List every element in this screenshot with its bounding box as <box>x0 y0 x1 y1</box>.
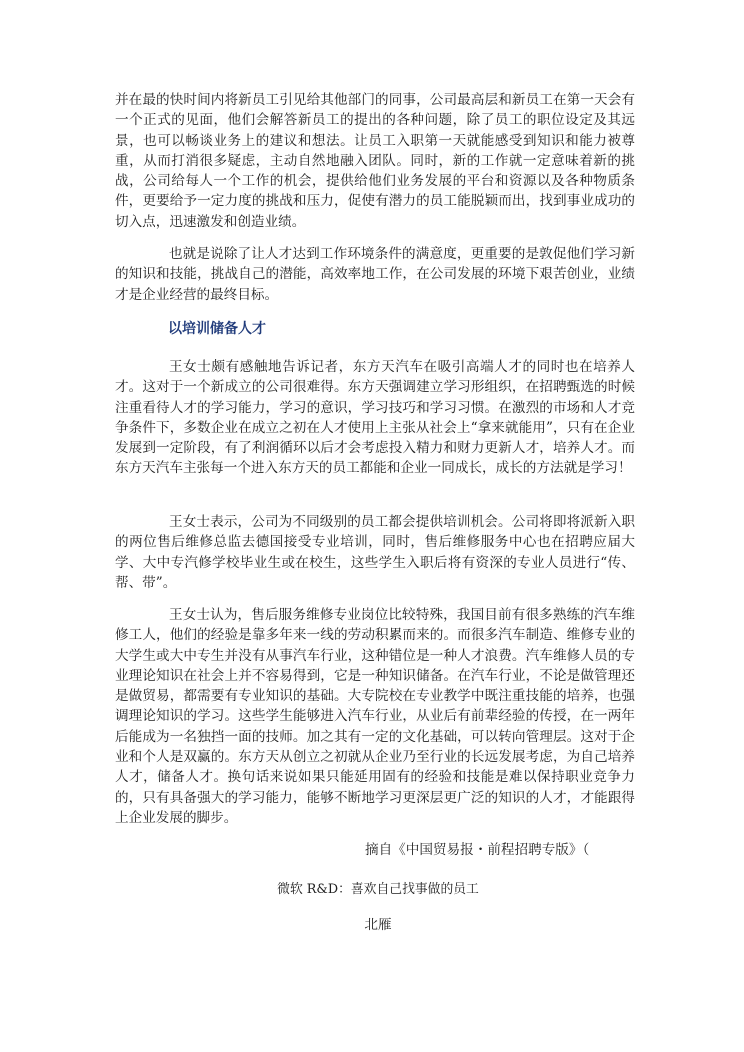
paragraph-2: 也就是说除了让人才达到工作环境条件的满意度，更重要的是敦促他们学习新的知识和技能，挑战自己的潜能，高效率地工作，在公司发展的环境下艰苦创业，业绩才是企业经营的最终目标。 <box>115 246 635 303</box>
paragraph-3: 王女士颇有感触地告诉记者，东方天汽车在吸引高端人才的同时也在培养人才。这对于一个新成立的公司很难得。东方天强调建立学习形组织，在招聘甄选的时候注重看待人才的学习能力，学习的意识，学习技巧和学习习惯。在激烈的市场和人才竞争条件下，多数企业在成立之初在人才使用上主张从社会上“拿来就能用”，只有在企业发展到一定阶段，有了利润循环以后才会考虑投入精力和财力更新人才，培养人才。而东方天汽车主张每一个进入东方天的员工都能和企业一同成长，成长的方法就是学习！ <box>115 359 635 477</box>
paragraph-5: 王女士认为，售后服务维修专业岗位比较特殊，我国目前有很多熟练的汽车维修工人，他们的经验是靠多年来一线的劳动积累而来的。而很多汽车制造、维修专业的大学生或大中专生并没有从事汽车行业，这种错位是一种人才浪费。汽车维修人员的专业理论知识在社会上并不容易得到，它是一种知识储备。在汽车行业，不论是做管理还是做贸易，都需要有专业知识的基础。大专院校在专业教学中既注重技能的培养，也强调理论知识的学习。这些学生能够进入汽车行业，从业后有前辈经验的传授，在一两年后能成为一名独挡一面的技师。加之其有一定的文化基础，可以转向管理层。这对于企业和个人是双赢的。东方天从创立之初就从企业乃至行业的长远发展考虑，为自己培养人才，储备人才。换句话来说如果只能延用固有的经验和技能是难以保持职业竞争力的，只有具备强大的学习能力，能够不断地学习更深层更广泛的知识的人才，才能跟得上企业发展的脚步。 <box>115 607 635 826</box>
next-article-author: 北雁 <box>364 917 392 933</box>
section-heading: 以培训储备人才 <box>168 321 266 337</box>
paragraph-4: 王女士表示，公司为不同级别的员工都会提供培训机会。公司将即将派新入职的两位售后维修总监去德国接受专业培训，同时，售后维修服务中心也在招聘应届大学、大中专汽修学校毕业生或在校生，这些学生入职后将有资深的专业人员进行“传、帮、带”。 <box>115 514 635 591</box>
paragraph-1: 并在最的快时间内将新员工引见给其他部门的同事，公司最高层和新员工在第一天会有一个正式的见面，他们会解答新员工的提出的各种问题，除了员工的职位设定及其远景，也可以畅谈业务上的建议和想法。让员工入职第一天就能感受到知识和能力被尊重，从而打消很多疑虑，主动自然地融入团队。同时，新的工作就一定意味着新的挑战，公司给每人一个工作的机会，提供给他们业务发展的平台和资源以及各种物质条件，更要给予一定力度的挑战和压力，促使有潜力的员工能脱颖而出，找到事业成功的切入点，迅速激发和创造业绩。 <box>115 92 635 230</box>
source-note: 摘自《中国贸易报・前程招聘专版》（ <box>365 842 590 858</box>
next-article-title: 微软 R&D：喜欢自己找事做的员工 <box>277 882 479 897</box>
